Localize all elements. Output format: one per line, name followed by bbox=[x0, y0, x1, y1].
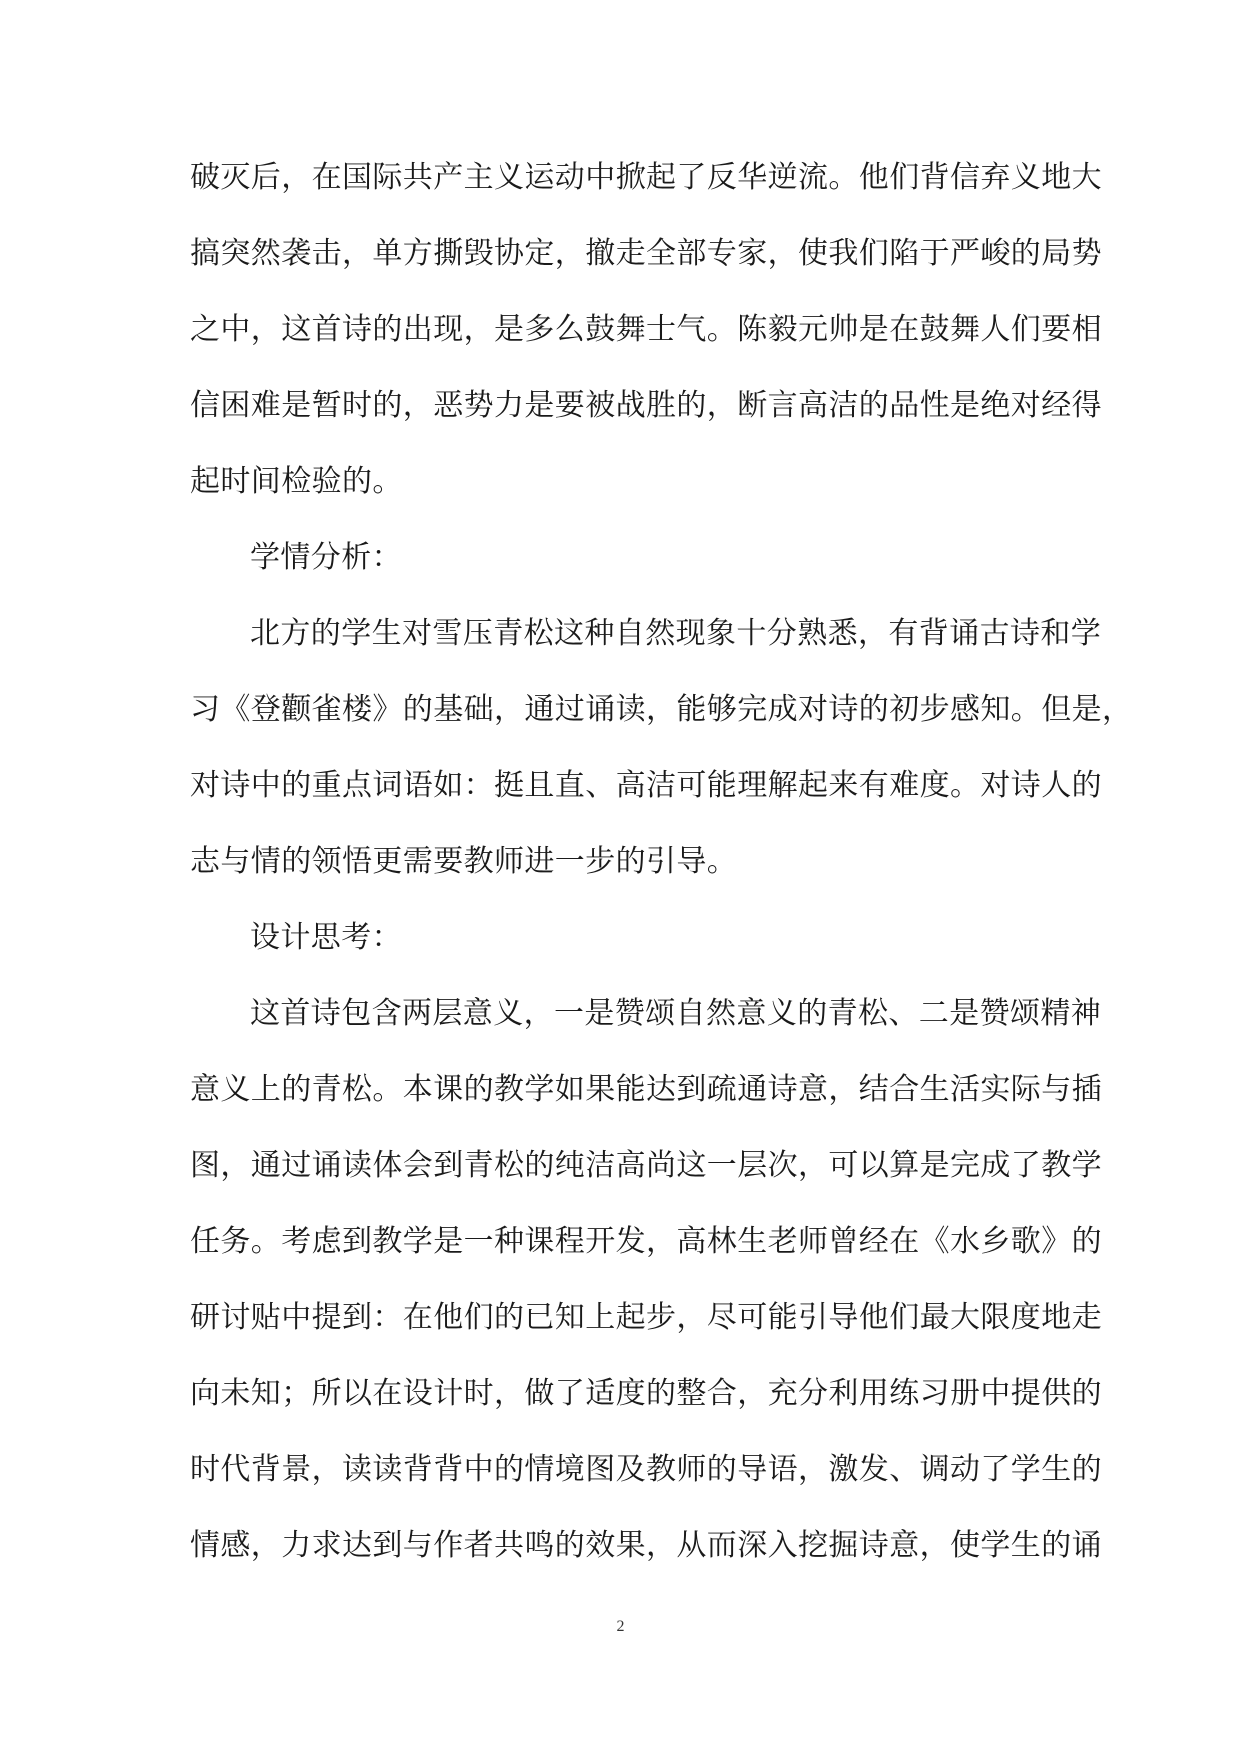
text-line: 时代背景，读读背背中的情境图及教师的导语，激发、调动了学生的 bbox=[190, 1452, 1102, 1487]
text-line: 破灭后，在国际共产主义运动中掀起了反华逆流。他们背信弃义地大 bbox=[190, 160, 1102, 195]
text-line: 情感，力求达到与作者共鸣的效果，从而深入挖掘诗意，使学生的诵 bbox=[190, 1528, 1102, 1563]
text-line: 习《登颧雀楼》的基础，通过诵读，能够完成对诗的初步感知。但是， bbox=[190, 692, 1133, 727]
text-line: 信困难是暂时的，恶势力是要被战胜的，断言高洁的品性是绝对经得 bbox=[190, 388, 1102, 423]
text-line: 意义上的青松。本课的教学如果能达到疏通诗意，结合生活实际与插 bbox=[190, 1072, 1102, 1107]
text-line: 北方的学生对雪压青松这种自然现象十分熟悉，有背诵古诗和学 bbox=[250, 616, 1102, 651]
text-line: 设计思考： bbox=[250, 920, 402, 955]
text-line: 起时间检验的。 bbox=[190, 464, 403, 499]
text-line: 这首诗包含两层意义，一是赞颂自然意义的青松、二是赞颂精神 bbox=[250, 996, 1102, 1031]
text-line: 学情分析： bbox=[250, 540, 402, 575]
text-line: 向未知；所以在设计时，做了适度的整合，充分利用练习册中提供的 bbox=[190, 1376, 1102, 1411]
text-line: 志与情的领悟更需要教师进一步的引导。 bbox=[190, 844, 738, 879]
text-line: 之中，这首诗的出现，是多么鼓舞士气。陈毅元帅是在鼓舞人们要相 bbox=[190, 312, 1102, 347]
text-line: 图，通过诵读体会到青松的纯洁高尚这一层次，可以算是完成了教学 bbox=[190, 1148, 1102, 1183]
text-line: 搞突然袭击，单方撕毁协定，撤走全部专家，使我们陷于严峻的局势 bbox=[190, 236, 1102, 271]
text-line: 研讨贴中提到：在他们的已知上起步，尽可能引导他们最大限度地走 bbox=[190, 1300, 1102, 1335]
body-text bbox=[190, 140, 1133, 1584]
text-line: 对诗中的重点词语如：挺且直、高洁可能理解起来有难度。对诗人的 bbox=[190, 768, 1102, 803]
page-number: 2 bbox=[616, 1618, 625, 1635]
text-line: 任务。考虑到教学是一种课程开发，高林生老师曾经在《水乡歌》的 bbox=[190, 1224, 1102, 1259]
